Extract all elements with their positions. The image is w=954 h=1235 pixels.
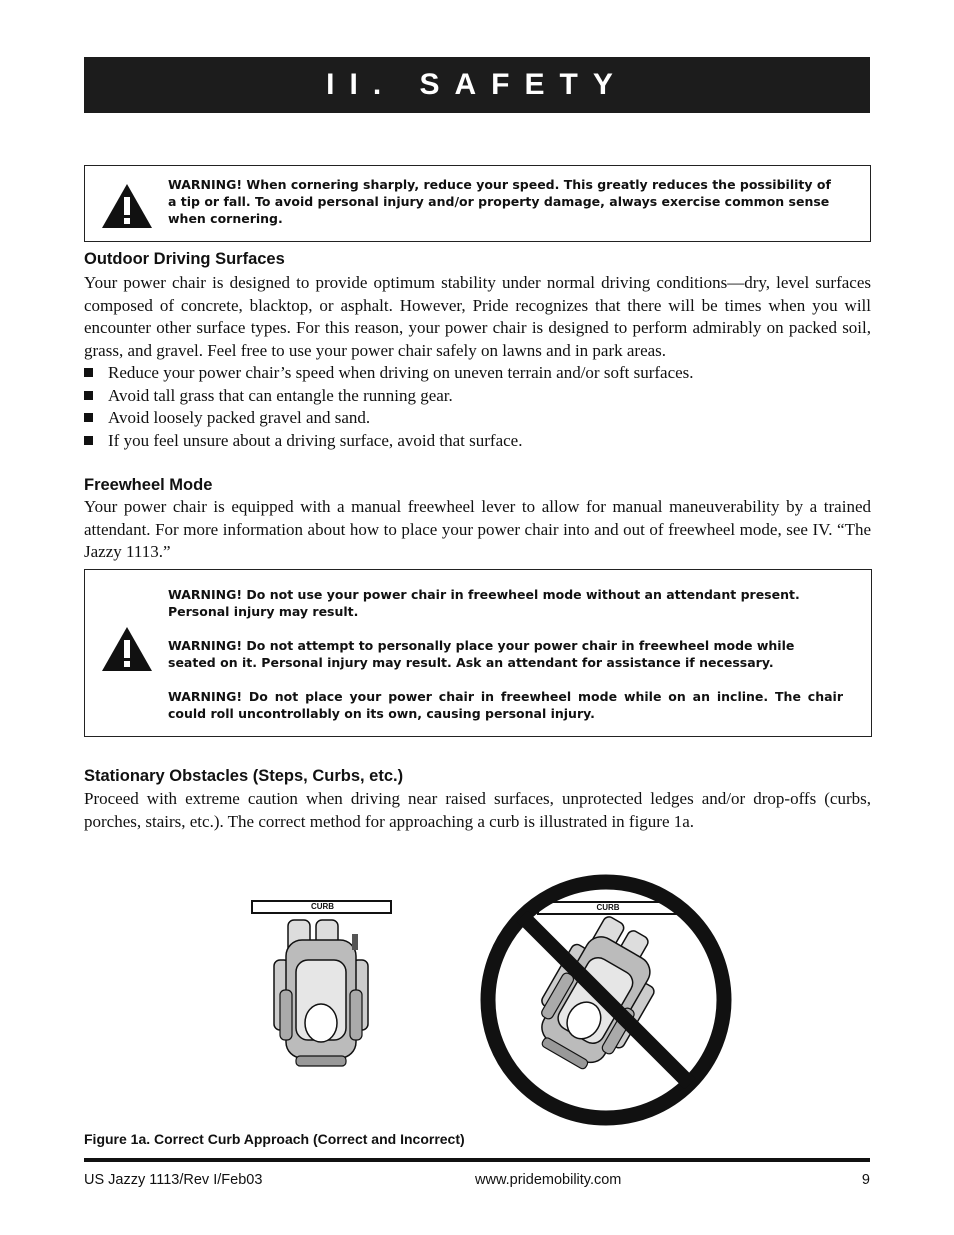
curb-label-left: CURB: [310, 902, 335, 911]
warning-text: WARNING! When cornering sharply, reduce your speed. This greatly reduces the possibility of a tip or fall. To avoid personal injury and/or property damage, always exercise common sense when cornering.: [168, 177, 831, 226]
warning-text-group: [168, 586, 843, 722]
outdoor-section-body: [84, 272, 871, 452]
power-chair-straight-illustration: [250, 900, 395, 1075]
section-title-banner: [84, 57, 870, 113]
bullet-square-icon: [84, 391, 93, 400]
curb-label-right: CURB: [596, 903, 620, 912]
bullet-square-icon: [84, 436, 93, 445]
figure-incorrect-approach: [476, 872, 736, 1132]
list-item: Reduce your power chair’s speed when driving on uneven terrain and/or soft surfaces.: [84, 362, 871, 385]
footer-page-number: 9: [861, 1172, 870, 1188]
figure-caption: Figure 1a. Correct Curb Approach (Correct and Incorrect): [84, 1131, 465, 1147]
warning-box-cornering: [84, 165, 871, 242]
heading-outdoor-driving-surfaces: Outdoor Driving Surfaces: [84, 250, 285, 268]
bullet-square-icon: [84, 413, 93, 422]
outdoor-bullet-list: [84, 362, 871, 452]
outdoor-paragraph: Your power chair is designed to provide optimum stability under normal driving conditions—dry, level surfaces composed of concrete, blacktop, or asphalt. However, Pride recognizes that there will be times when you will encounter other surface types. For this reason, your power chair is designed to perform admirably on packed soil, grass, and gravel. Feel free to use your power chair safely on lawns and in park areas.: [84, 273, 871, 360]
bullet-square-icon: [84, 368, 93, 377]
heading-freewheel-mode: Freewheel Mode: [84, 476, 213, 494]
warning-box-freewheel: [84, 569, 872, 737]
footer-document-id: US Jazzy 1113/Rev I/Feb03: [84, 1172, 263, 1188]
footer-website: www.pridemobility.com: [475, 1172, 622, 1188]
obstacles-paragraph: Proceed with extreme caution when driving near raised surfaces, unprotected ledges and/or drop-offs (curbs, porches, stairs, etc.). The correct method for approaching a curb is illustrated in figure 1a.: [84, 789, 871, 831]
list-item: Avoid tall grass that can entangle the running gear.: [84, 385, 871, 408]
figure-correct-approach: [250, 900, 395, 1075]
warning-freewheel-seated: WARNING! Do not attempt to personally place your power chair in freewheel mode while seated on it. Personal injury may result. Ask an attendant for assistance if necessary.: [168, 638, 795, 670]
warning-freewheel-attendant: WARNING! Do not use your power chair in freewheel mode without an attendant present. Personal injury may result.: [168, 587, 800, 619]
freewheel-paragraph: Your power chair is equipped with a manual freewheel lever to allow for manual maneuverability by a trained attendant. For more information about how to place your power chair into and out of freewheel mode, see IV. “The Jazzy 1113.”: [84, 497, 871, 561]
section-title: II. SAFETY: [326, 68, 628, 101]
heading-stationary-obstacles: Stationary Obstacles (Steps, Curbs, etc.): [84, 767, 404, 785]
warning-triangle-icon: [101, 183, 153, 229]
warning-freewheel-incline: WARNING! Do not place your power chair in freewheel mode while on an incline. The chair could roll uncontrollably on its own, causing personal injury.: [168, 689, 843, 721]
list-item: If you feel unsure about a driving surface, avoid that surface.: [84, 430, 871, 453]
warning-triangle-icon: [101, 626, 153, 672]
footer-rule: [84, 1158, 870, 1162]
list-item: Avoid loosely packed gravel and sand.: [84, 407, 871, 430]
